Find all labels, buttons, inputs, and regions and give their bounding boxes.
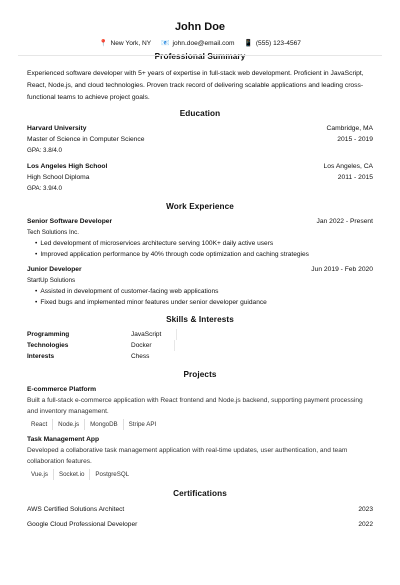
skill-value: Chess bbox=[131, 353, 150, 360]
skill-value: JavaScript bbox=[131, 329, 177, 340]
work-entry bbox=[27, 216, 373, 260]
tech-tag: Node.js bbox=[53, 419, 85, 430]
skill-row bbox=[27, 340, 373, 351]
job-role: Junior Developer bbox=[27, 266, 82, 273]
work-title: Work Experience bbox=[166, 202, 234, 211]
job-bullet: • Fixed bugs and implemented minor features under senior developer guidance bbox=[35, 299, 267, 306]
job-bullets bbox=[27, 286, 373, 308]
education-title: Education bbox=[179, 109, 221, 118]
job-bullets bbox=[27, 238, 373, 260]
job-role: Senior Software Developer bbox=[27, 218, 113, 225]
education-dates: 2015 - 2019 bbox=[337, 136, 373, 143]
certification-row bbox=[27, 504, 373, 515]
gpa: GPA: 3.9/4.0 bbox=[27, 185, 62, 192]
job-bullet: • Improved application performance by 40% through code optimization and caching strategies bbox=[35, 251, 309, 258]
school-location: Los Angeles, CA bbox=[323, 163, 373, 170]
job-bullet: • Assisted in development of customer-facing web applications bbox=[35, 288, 219, 295]
project-tags bbox=[27, 419, 373, 431]
skills-title: Skills & Interests bbox=[166, 315, 234, 324]
skill-row bbox=[27, 351, 373, 362]
project-tags bbox=[27, 469, 373, 481]
certification-row bbox=[27, 519, 373, 530]
education-entry bbox=[27, 161, 373, 194]
projects-title: Projects bbox=[183, 370, 217, 379]
header-divider bbox=[18, 55, 382, 56]
tech-tag: MongoDB bbox=[85, 419, 124, 430]
certification-year: 2022 bbox=[358, 521, 373, 528]
phone-icon: 📱 bbox=[244, 40, 253, 47]
resume-page bbox=[0, 20, 400, 585]
contact-line bbox=[27, 39, 373, 48]
certification-name: AWS Certified Solutions Architect bbox=[27, 506, 125, 513]
degree: High School Diploma bbox=[27, 174, 90, 181]
phone-text: (555) 123-4567 bbox=[255, 40, 301, 47]
resume-name: John Doe bbox=[174, 21, 226, 33]
tech-tag: Socket.io bbox=[54, 469, 90, 480]
job-dates: Jan 2022 - Present bbox=[316, 218, 373, 225]
company: Tech Solutions Inc. bbox=[27, 229, 79, 236]
tech-tag: PostgreSQL bbox=[95, 471, 130, 478]
skill-label: Technologies bbox=[27, 342, 69, 349]
skills-table bbox=[27, 329, 373, 362]
email-item bbox=[161, 39, 235, 48]
company: StartUp Solutions bbox=[27, 277, 76, 284]
skill-value: Docker bbox=[131, 340, 175, 351]
school-name: Los Angeles High School bbox=[27, 163, 108, 170]
summary-title: Professional Summary bbox=[154, 52, 246, 61]
project-description: Built a full-stack e-commerce application with React frontend and Node.js backend, supporting payment processing and inventory management. bbox=[27, 397, 363, 415]
skill-row bbox=[27, 329, 373, 340]
school-location: Cambridge, MA bbox=[326, 125, 373, 132]
tech-tag: React bbox=[27, 419, 53, 430]
certifications-title: Certifications bbox=[173, 489, 227, 498]
email-text: john.doe@email.com bbox=[172, 40, 235, 47]
skill-label: Interests bbox=[27, 353, 55, 360]
gpa: GPA: 3.8/4.0 bbox=[27, 147, 62, 154]
degree: Master of Science in Computer Science bbox=[27, 136, 145, 143]
certification-year: 2023 bbox=[358, 506, 373, 513]
education-dates: 2011 - 2015 bbox=[337, 174, 373, 181]
project-name: Task Management App bbox=[27, 436, 100, 443]
school-name: Harvard University bbox=[27, 125, 87, 132]
education-entry bbox=[27, 123, 373, 156]
pin-icon: 📍 bbox=[99, 40, 108, 47]
project-entry bbox=[27, 434, 373, 481]
phone-item bbox=[244, 39, 301, 48]
summary-text: Experienced software developer with 5+ years of expertise in full-stack web development. Proficient in JavaScript, React, Node.js, and cloud technologies. Proven track record of delivering scalable applications and leading cross-functional teams to achieve project goals. bbox=[27, 70, 364, 101]
job-dates: Jun 2019 - Feb 2020 bbox=[311, 266, 373, 273]
job-bullet: • Led development of microservices architecture serving 100K+ daily active users bbox=[35, 240, 274, 247]
project-name: E-commerce Platform bbox=[27, 386, 97, 393]
location-text: New York, NY bbox=[110, 40, 152, 47]
tech-tag: Stripe API bbox=[128, 421, 157, 428]
email-icon: 📧 bbox=[161, 40, 170, 47]
location-item bbox=[99, 39, 151, 48]
work-entry bbox=[27, 264, 373, 308]
project-description: Developed a collaborative task management application with real-time updates, user authentication, and team collaboration features. bbox=[27, 447, 348, 465]
tech-tag: Vue.js bbox=[27, 469, 54, 480]
skill-label: Programming bbox=[27, 331, 70, 338]
project-entry bbox=[27, 384, 373, 431]
certification-name: Google Cloud Professional Developer bbox=[27, 521, 138, 528]
